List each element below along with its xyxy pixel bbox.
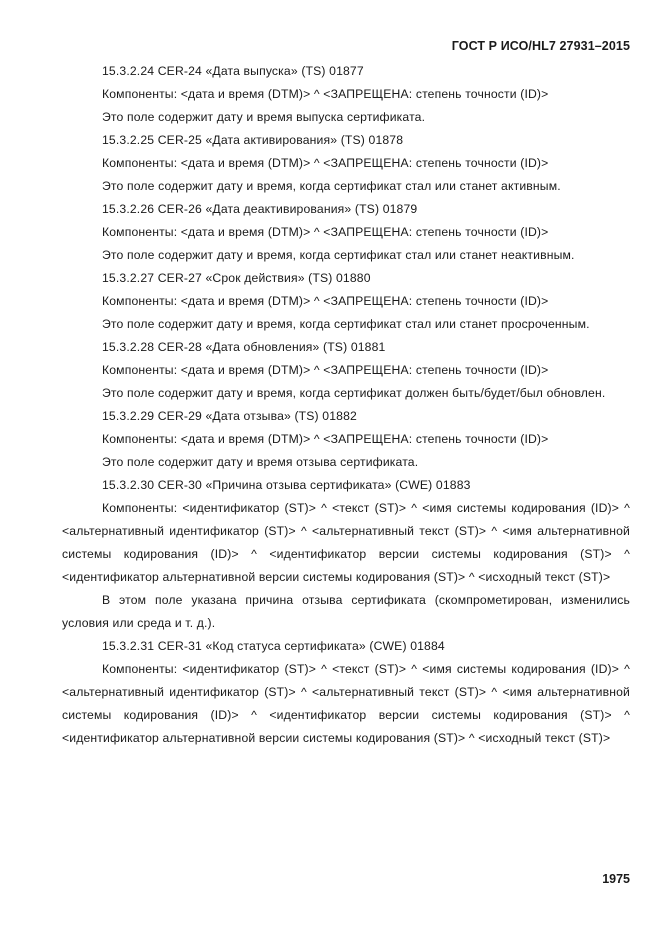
section-heading-cer-29: 15.3.2.29 CER-29 «Дата отзыва» (TS) 01882 bbox=[102, 409, 357, 423]
description-cer-25: Это поле содержит дату и время, когда сертификат стал или станет активным. bbox=[102, 179, 561, 193]
components-cer-24: Компоненты: <дата и время (DTM)> ^ <ЗАПРЕЩЕНА: степень точности (ID)> bbox=[102, 87, 549, 101]
section-heading-cer-24: 15.3.2.24 CER-24 «Дата выпуска» (TS) 01877 bbox=[102, 64, 364, 78]
components-cer-25: Компоненты: <дата и время (DTM)> ^ <ЗАПРЕЩЕНА: степень точности (ID)> bbox=[102, 156, 549, 170]
section-heading-cer-25: 15.3.2.25 CER-25 «Дата активирования» (TS) 01878 bbox=[102, 133, 404, 147]
page-number: 1975 bbox=[602, 872, 630, 886]
document-body bbox=[62, 60, 630, 750]
description-cer-28: Это поле содержит дату и время, когда сертификат должен быть/будет/был обновлен. bbox=[102, 386, 606, 400]
section-heading-cer-26: 15.3.2.26 CER-26 «Дата деактивирования» (TS) 01879 bbox=[102, 202, 418, 216]
description-cer-29: Это поле содержит дату и время отзыва сертификата. bbox=[102, 455, 419, 469]
section-heading-cer-27: 15.3.2.27 CER-27 «Срок действия» (TS) 01880 bbox=[102, 271, 371, 285]
components-cer-27: Компоненты: <дата и время (DTM)> ^ <ЗАПРЕЩЕНА: степень точности (ID)> bbox=[102, 294, 549, 308]
description-cer-27: Это поле содержит дату и время, когда сертификат стал или станет просроченным. bbox=[102, 317, 590, 331]
section-heading-cer-31: 15.3.2.31 CER-31 «Код статуса сертификата» (CWE) 01884 bbox=[102, 639, 445, 653]
components-cer-31: Компоненты: <идентификатор (ST)> ^ <текст (ST)> ^ <имя системы кодирования (ID)> ^ <альтернативный идентификатор (ST)> ^ <альтернативный текст (ST)> ^ <имя альтернативной системы кодирования (ID)> ^ <идентификатор версии системы кодирования (ST)> ^ <идентификатор альтернативной версии системы кодирования (ST)> ^ <исходный текст (ST)> bbox=[62, 662, 630, 745]
components-cer-28: Компоненты: <дата и время (DTM)> ^ <ЗАПРЕЩЕНА: степень точности (ID)> bbox=[102, 363, 549, 377]
components-cer-26: Компоненты: <дата и время (DTM)> ^ <ЗАПРЕЩЕНА: степень точности (ID)> bbox=[102, 225, 549, 239]
description-cer-24: Это поле содержит дату и время выпуска сертификата. bbox=[102, 110, 426, 124]
section-heading-cer-28: 15.3.2.28 CER-28 «Дата обновления» (TS) 01881 bbox=[102, 340, 386, 354]
document-code-header: ГОСТ Р ИСО/HL7 27931–2015 bbox=[451, 39, 630, 53]
description-cer-30: В этом поле указана причина отзыва сертификата (скомпрометирован, изменились условия или среда и т. д.). bbox=[62, 593, 630, 630]
components-cer-30: Компоненты: <идентификатор (ST)> ^ <текст (ST)> ^ <имя системы кодирования (ID)> ^ <альтернативный идентификатор (ST)> ^ <альтернативный текст (ST)> ^ <имя альтернативной системы кодирования (ID)> ^ <идентификатор версии системы кодирования (ST)> ^ <идентификатор альтернативной версии системы кодирования (ST)> ^ <исходный текст (ST)> bbox=[62, 501, 630, 584]
section-heading-cer-30: 15.3.2.30 CER-30 «Причина отзыва сертификата» (CWE) 01883 bbox=[102, 478, 471, 492]
description-cer-26: Это поле содержит дату и время, когда сертификат стал или станет неактивным. bbox=[102, 248, 575, 262]
components-cer-29: Компоненты: <дата и время (DTM)> ^ <ЗАПРЕЩЕНА: степень точности (ID)> bbox=[102, 432, 549, 446]
